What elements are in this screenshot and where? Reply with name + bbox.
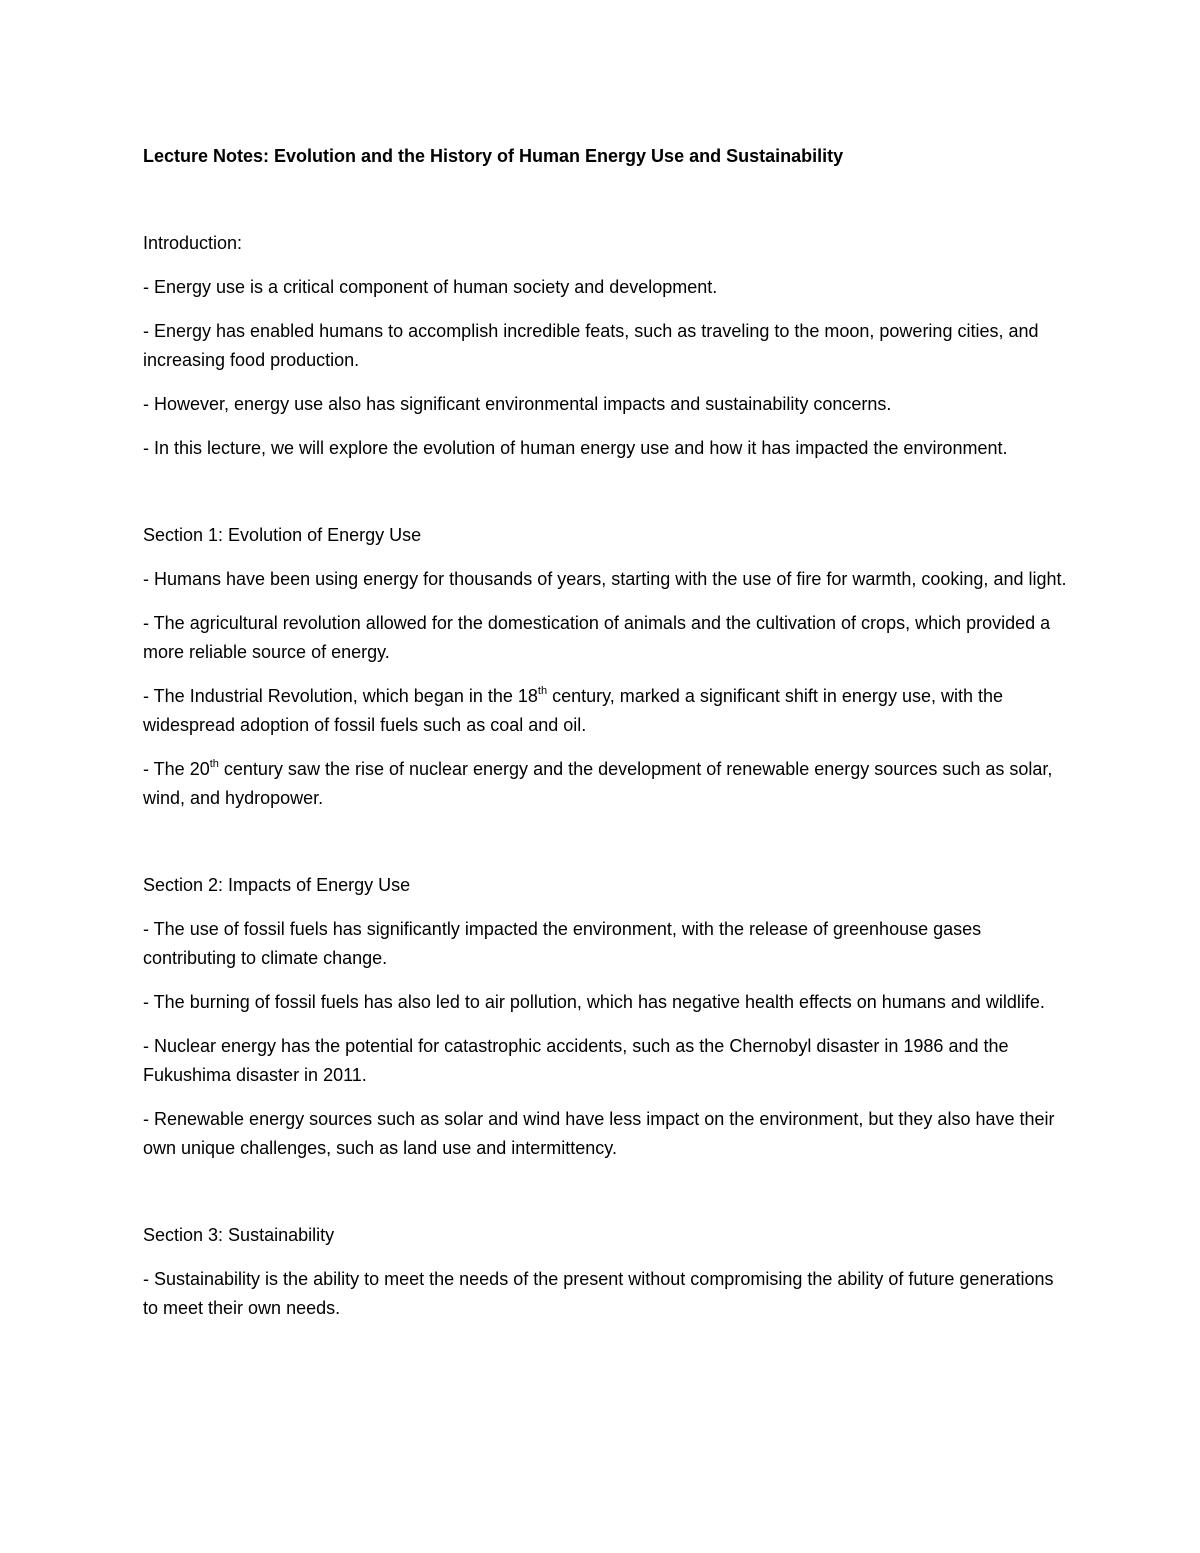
section-2-bullet: - The burning of fossil fuels has also led to air pollution, which has negative health effects on humans and wildlife. (143, 992, 1045, 1012)
bullet-text-before: - The Industrial Revolution, which began in the 18 (143, 686, 538, 706)
section-1-bullet (143, 755, 1068, 813)
section-1-bullet: - The agricultural revolution allowed for the domestication of animals and the cultivation of crops, which provided a more reliable source of energy. (143, 613, 1051, 662)
section-1-bullet: - Humans have been using energy for thousands of years, starting with the use of fire for warmth, cooking, and light. (143, 569, 1067, 589)
section-2 (143, 871, 1068, 1163)
section-2-bullet: - The use of fossil fuels has significantly impacted the environment, with the release of greenhouse gases contributing to climate change. (143, 919, 982, 968)
ordinal-suffix: th (209, 758, 219, 770)
bullet-text-after: century saw the rise of nuclear energy and the development of renewable energy sources such as solar, wind, and hydropower. (143, 759, 1053, 808)
bullet-text-before: - The 20 (143, 759, 210, 779)
section-3-heading: Section 3: Sustainability (143, 1225, 335, 1245)
section-1-heading: Section 1: Evolution of Energy Use (143, 525, 422, 545)
document-title: Lecture Notes: Evolution and the History of Human Energy Use and Sustainability (143, 146, 844, 166)
section-2-bullet: - Renewable energy sources such as solar and wind have less impact on the environment, but they also have their own unique challenges, such as land use and intermittency. (143, 1109, 1055, 1158)
section-2-heading: Section 2: Impacts of Energy Use (143, 875, 411, 895)
bullet-text-after: century, marked a significant shift in energy use, with the widespread adoption of fossil fuels such as coal and oil. (143, 686, 1003, 735)
intro-heading: Introduction: (143, 233, 243, 253)
intro-section (143, 229, 1068, 463)
section-1-bullet (143, 682, 1068, 740)
intro-bullet: - However, energy use also has significant environmental impacts and sustainability concerns. (143, 394, 892, 414)
document-content (143, 142, 1068, 1323)
section-3-bullet: - Sustainability is the ability to meet the needs of the present without compromising the ability of future generations to meet their own needs. (143, 1269, 1054, 1318)
intro-bullet: - Energy has enabled humans to accomplish incredible feats, such as traveling to the moon, powering cities, and increasing food production. (143, 321, 1039, 370)
ordinal-suffix: th (537, 685, 548, 697)
section-2-bullet: - Nuclear energy has the potential for catastrophic accidents, such as the Chernobyl disaster in 1986 and the Fukushima disaster in 2011. (143, 1036, 1009, 1085)
section-3 (143, 1221, 1068, 1323)
intro-bullet: - Energy use is a critical component of human society and development. (143, 277, 718, 297)
intro-bullet: - In this lecture, we will explore the evolution of human energy use and how it has impacted the environment. (143, 438, 1008, 458)
section-1 (143, 521, 1068, 813)
